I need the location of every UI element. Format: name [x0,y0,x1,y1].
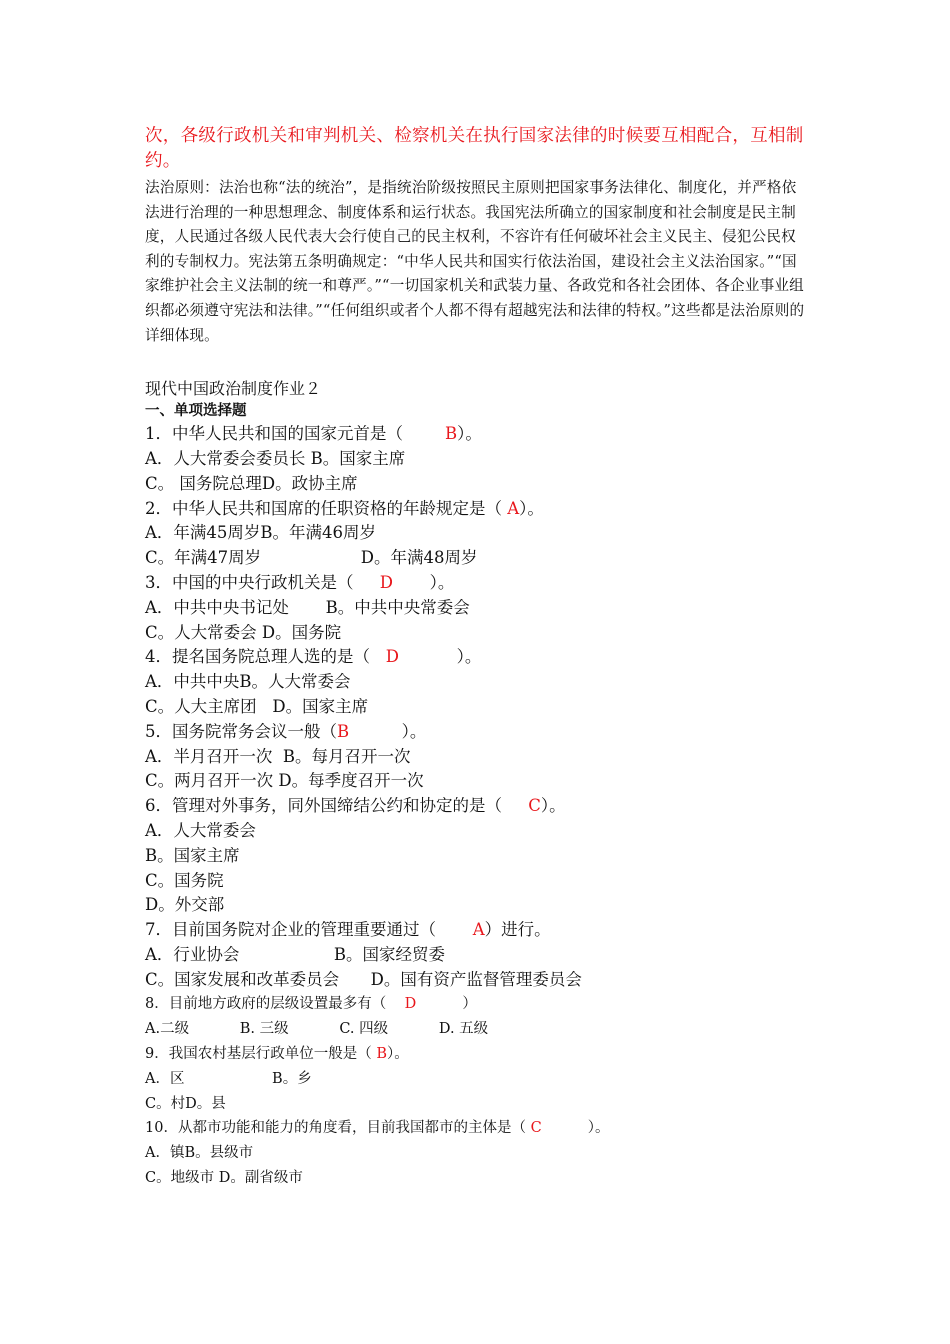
question-stem [145,1042,810,1067]
option-line: C。国家发展和改革委员会 D。国有资产监督管理委员会 [145,969,582,989]
question-text: 4．提名国务院总理人选的是（ [145,647,386,667]
question-stem [145,794,810,819]
question-stem [145,720,810,745]
question-text: 5．国务院常务会议一般（ [145,721,337,741]
option-line: A．年满45周岁B。年满46周岁 [145,523,377,543]
question-text-end: ） [416,996,477,1013]
assignment-title: 现代中国政治制度作业２ [145,379,322,399]
option-line: A．行业协会 B。国家经贸委 [145,944,445,964]
intro-red-text: 次，各级行政机关和审判机关、检察机关在执行国家法律的时候要互相配合，互相制约。 [145,126,804,171]
answer-letter: A [472,920,485,940]
question-text-end: ）。 [457,424,482,444]
question-text-end: ）。 [392,572,455,592]
question-stem [145,992,810,1017]
option-line: C。人大常委会 D。国务院 [145,622,342,642]
question-text: 8．目前地方政府的层级设置最多有（ [145,996,405,1013]
answer-letter: D [379,572,393,592]
option-line: A．中共中央书记处 B。中共中央常委会 [145,597,470,617]
option-line: C。村D。县 [145,1095,226,1112]
question-text-end: ）。 [398,647,482,667]
option-line: C。国务院 [145,870,224,890]
question-text: 1．中华人民共和国的国家元首是（ [145,424,445,444]
question-text: 3．中国的中央行政机关是（ [145,572,380,592]
rule-of-law-paragraph: 法治原则：法治也称“法的统治”，是指统治阶级按照民主原则把国家事务法律化、制度化，并严格依法进行治理的一种思想理念、制度体系和运行状态。我国宪法所确立的国家制度和社会制度是民主制度，人民通过各级人民代表大会行使自己的民主权利，不容许有任何破坏社会主义民主、侵犯公民权利的专制权力。宪法第五条明确规定：“中华人民共和国实行依法治国，建设社会主义法治国家。”“国家维护社会主义法制的统一和尊严。”“一切国家机关和武装力量、各政党和各社会团体、各企业事业组织都必须遵守宪法和法律。”“任何组织或者个人都不得有超越宪法和法律的特权。”这些都是法治原则的详细体现。 [145,179,805,344]
question-text: 10．从都市功能和能力的角度看，目前我国都市的主体是（ [145,1120,531,1137]
section-heading: 一、单项选择题 [145,403,247,420]
option-line: C。人大主席团 D。国家主席 [145,696,369,716]
option-line: C。地级市 D。副省级市 [145,1170,303,1187]
option-line: D。外交部 [145,895,225,915]
question-stem [145,645,810,670]
option-line: A．人大常委会委员长 B。国家主席 [145,448,406,468]
question-stem [145,497,810,522]
answer-letter: A [507,498,520,518]
answer-letter: B [337,721,350,741]
option-line: A．人大常委会 [145,820,256,840]
question-stem [145,918,810,943]
question-list [145,422,810,1191]
option-line: A.二级 B. 三级 C. 四级 D. 五级 [145,1021,489,1038]
answer-letter: D [385,647,399,667]
answer-letter: C [528,796,541,816]
option-line: C。 国务院总理D。政协主席 [145,473,358,493]
option-line: C。年满47周岁 D。年满48周岁 [145,548,478,568]
question-text-end: ）。 [387,1046,409,1063]
question-text-end: ）进行。 [484,920,551,940]
answer-letter: B [444,424,458,444]
option-line: A．半月召开一次 B。每月召开一次 [145,746,411,766]
question-stem [145,571,810,596]
option-line: B。国家主席 [145,845,240,865]
question-text: 7．目前国务院对企业的管理重要通过（ [145,920,473,940]
option-line: A．区 B。乡 [145,1070,312,1087]
question-stem [145,422,810,447]
question-text: 9．我国农村基层行政单位一般是（ [145,1046,377,1063]
question-text-end: ）。 [540,796,566,816]
option-line: A．镇B。县级市 [145,1145,254,1162]
question-text: 6．管理对外事务，同外国缔结公约和协定的是（ [145,796,529,816]
question-stem [145,1116,810,1141]
question-text-end: ）。 [349,721,427,741]
option-line: A．中共中央B。人大常委会 [145,672,351,692]
answer-letter: D [404,996,417,1013]
option-line: C。两月召开一次 D。每季度召开一次 [145,771,424,791]
answer-letter: B [376,1046,387,1063]
question-text-end: ）。 [519,498,544,518]
answer-letter: C [530,1120,542,1137]
question-text-end: ）。 [541,1120,610,1137]
question-text: 2．中华人民共和国席的任职资格的年龄规定是（ [145,498,508,518]
document-page [145,124,810,1191]
